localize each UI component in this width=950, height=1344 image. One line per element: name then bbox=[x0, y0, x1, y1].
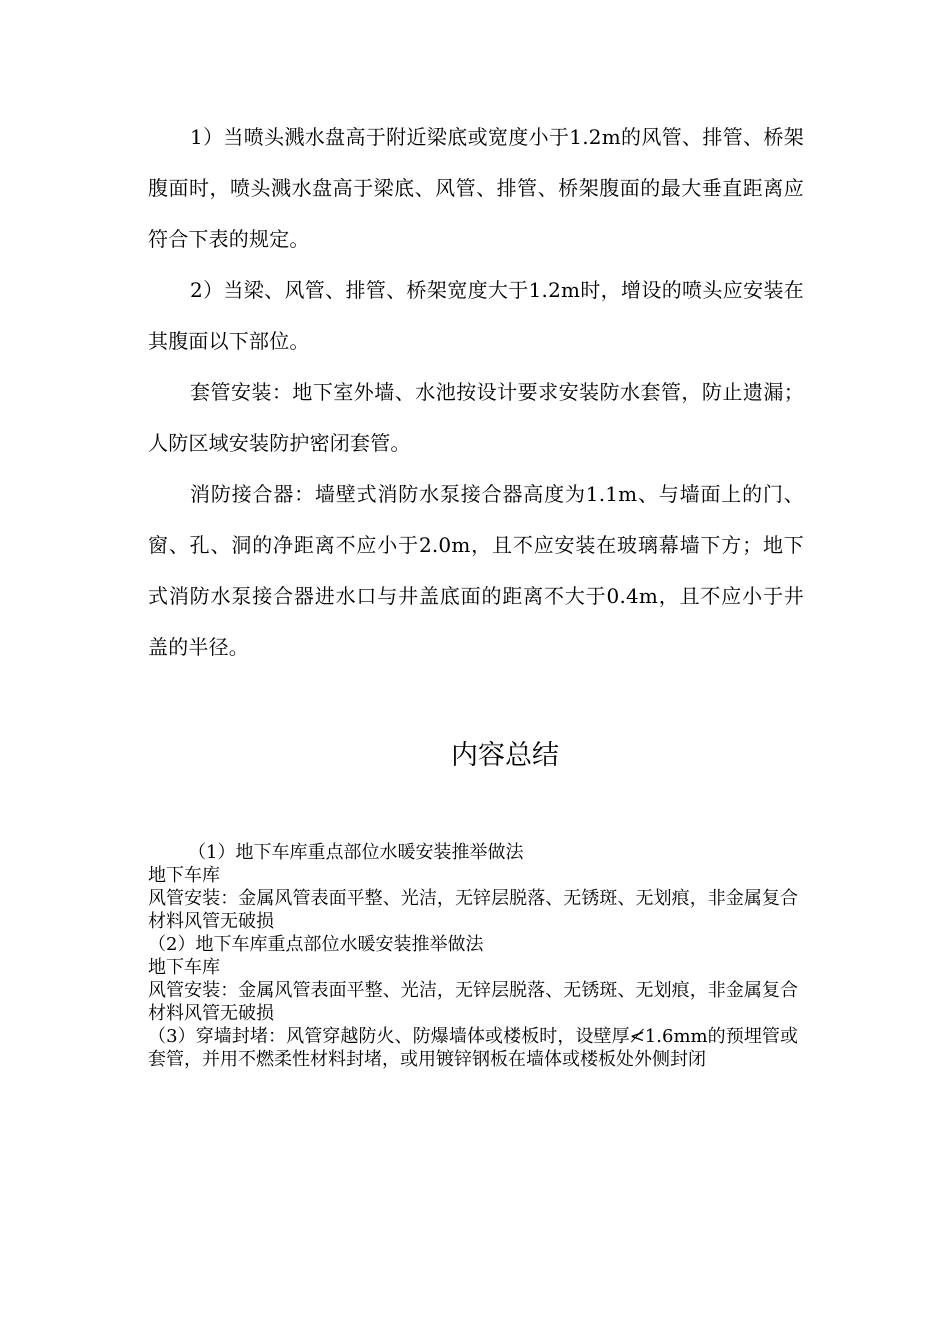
summary-line: 地下车库 bbox=[148, 865, 220, 886]
summary-line: 风管安装：金属风管表面平整、光洁，无锌层脱落、无锈斑、无划痕，非金属复合材料风管无破损 bbox=[148, 888, 798, 932]
summary-line: （1）地下车库重点部位水暖安装推举做法 bbox=[188, 842, 524, 863]
summary-line: （3）穿墙封堵：风管穿越防火、防爆墙体或楼板时，设壁厚≮1.6mm的预埋管或套管，并用不燃柔性材料封堵，或用镀锌钢板在墙体或楼板处外侧封闭 bbox=[148, 1026, 798, 1070]
paragraph-sprinkler-wide-beam: 2）当梁、风管、排管、桥架宽度大于1.2m时，增设的喷头应安装在其腹面以下部位。 bbox=[148, 278, 804, 353]
summary-line: 地下车库 bbox=[148, 957, 220, 978]
summary-title: 内容总结 bbox=[451, 740, 559, 771]
paragraph-sprinkler-height: 1）当喷头溅水盘高于附近梁底或宽度小于1.2m的风管、排管、桥架腹面时，喷头溅水盘高于梁底、风管、排管、桥架腹面的最大垂直距离应符合下表的规定。 bbox=[148, 125, 804, 251]
summary-line: 风管安装：金属风管表面平整、光洁，无锌层脱落、无锈斑、无划痕，非金属复合材料风管无破损 bbox=[148, 980, 798, 1024]
paragraph-sleeve-installation: 套管安装：地下室外墙、水池按设计要求安装防水套管，防止遗漏；人防区域安装防护密闭套管。 bbox=[148, 380, 804, 455]
summary-line: （2）地下车库重点部位水暖安装推举做法 bbox=[148, 934, 484, 955]
summary-block bbox=[148, 841, 798, 1071]
body-text bbox=[148, 112, 804, 673]
paragraph-fire-connector: 消防接合器：墙壁式消防水泵接合器高度为1.1m、与墙面上的门、窗、孔、洞的净距离不应小于2.0m，且不应安装在玻璃幕墙下方；地下式消防水泵接合器进水口与井盖底面的距离不大于0.4m，且不应小于井盖的半径。 bbox=[148, 482, 804, 659]
